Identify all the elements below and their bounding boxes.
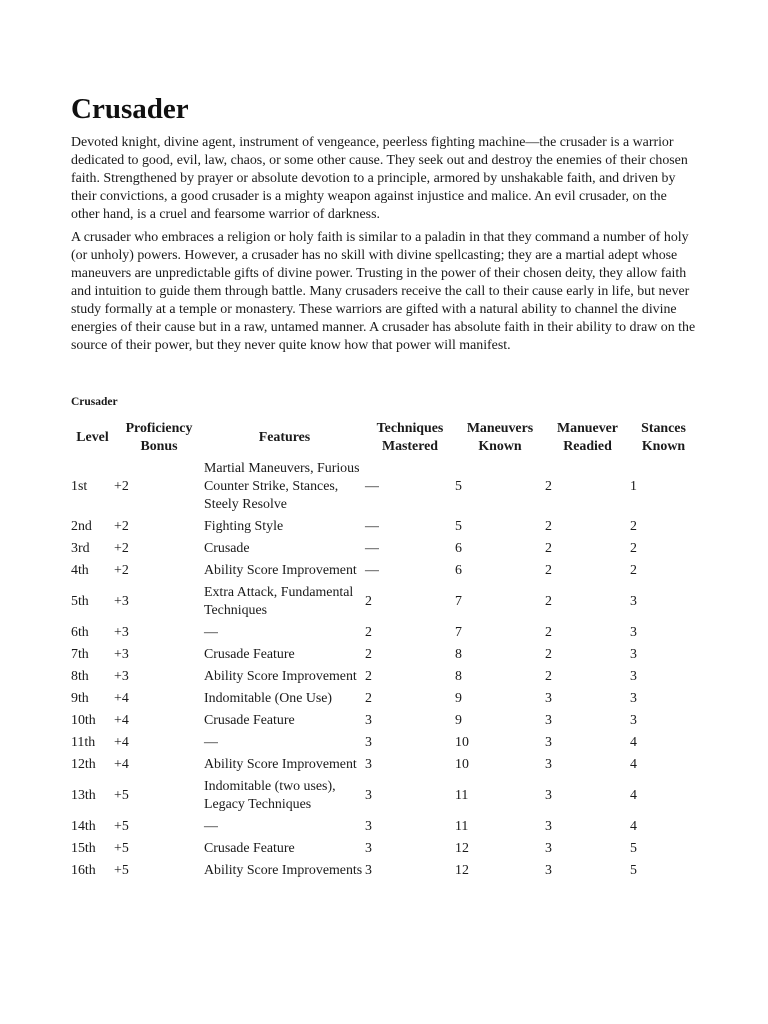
cell-proficiency-bonus: +4 (114, 691, 129, 706)
cell-features: Fighting Style (204, 519, 284, 534)
header-proficiency-bonus: Proficiency Bonus (125, 421, 193, 454)
cell-proficiency-bonus: +3 (114, 669, 129, 684)
cell-stances-known: 3 (630, 647, 637, 662)
cell-maneuvers-known: 7 (455, 625, 462, 640)
cell-techniques-mastered: 3 (365, 713, 372, 728)
cell-maneuver-readied: 2 (545, 625, 552, 640)
cell-maneuver-readied: 3 (545, 691, 552, 706)
cell-features: Crusade Feature (204, 647, 295, 662)
cell-techniques-mastered: 3 (365, 735, 372, 750)
cell-techniques-mastered: — (365, 541, 379, 556)
table-row (71, 538, 697, 560)
cell-proficiency-bonus: +2 (114, 541, 129, 556)
cell-maneuvers-known: 6 (455, 541, 462, 556)
table-row (71, 560, 697, 582)
cell-features: Ability Score Improvement (204, 669, 357, 684)
cell-techniques-mastered: 3 (365, 841, 372, 856)
cell-proficiency-bonus: +5 (114, 819, 129, 834)
cell-level: 13th (71, 788, 96, 803)
cell-maneuvers-known: 10 (455, 757, 469, 772)
cell-proficiency-bonus: +5 (114, 788, 129, 803)
cell-stances-known: 2 (630, 541, 637, 556)
cell-features: Ability Score Improvement (204, 563, 357, 578)
cell-level: 12th (71, 757, 96, 772)
cell-techniques-mastered: 3 (365, 863, 372, 878)
cell-maneuver-readied: 2 (545, 669, 552, 684)
cell-proficiency-bonus: +4 (114, 735, 129, 750)
cell-level: 2nd (71, 519, 92, 534)
cell-techniques-mastered: 2 (365, 669, 372, 684)
cell-stances-known: 3 (630, 625, 637, 640)
cell-maneuver-readied: 2 (545, 519, 552, 534)
cell-stances-known: 4 (630, 819, 637, 834)
cell-level: 6th (71, 625, 89, 640)
cell-maneuvers-known: 12 (455, 841, 469, 856)
table-row (71, 666, 697, 688)
cell-maneuver-readied: 3 (545, 863, 552, 878)
cell-maneuver-readied: 3 (545, 819, 552, 834)
crusader-progression-table (71, 418, 697, 882)
header-level: Level (76, 430, 109, 445)
cell-maneuvers-known: 7 (455, 594, 462, 609)
cell-proficiency-bonus: +3 (114, 647, 129, 662)
cell-techniques-mastered: — (365, 519, 379, 534)
cell-techniques-mastered: 2 (365, 647, 372, 662)
table-row (71, 688, 697, 710)
cell-level: 1st (71, 479, 88, 494)
cell-techniques-mastered: — (365, 563, 379, 578)
cell-maneuvers-known: 11 (455, 788, 469, 803)
cell-maneuver-readied: 3 (545, 841, 552, 856)
table-row (71, 838, 697, 860)
cell-maneuver-readied: 3 (545, 757, 552, 772)
cell-level: 5th (71, 594, 89, 609)
cell-maneuver-readied: 2 (545, 594, 552, 609)
cell-features: — (204, 625, 218, 640)
page-title: Crusader (71, 93, 189, 125)
cell-features: Indomitable (two uses), Legacy Techniques (204, 779, 336, 812)
cell-techniques-mastered: 3 (365, 757, 372, 772)
description-paragraph: A crusader who embraces a religion or holy faith is similar to a paladin in that they command a number of holy (or unholy) powers. However, a crusader has no skill with divine spellcasting; they are a martial adept whose maneuvers are unpredictable gifts of divine power. Trusting in the power of their chosen deity, they allow faith and intuition to guide them through battle. Many crusaders receive the call to their cause early in life, but never study formally at a temple or monastery. These warriors are gifted with a natural ability to channel the divine energies of their cause but in a raw, untamed manner. A crusader has absolute faith in their ability to draw on the source of their power, but they never quite know how that power will manifest. (71, 230, 696, 353)
cell-level: 4th (71, 563, 89, 578)
header-techniques-mastered: Techniques Mastered (376, 421, 444, 454)
cell-maneuver-readied: 3 (545, 713, 552, 728)
table-row (71, 732, 697, 754)
cell-techniques-mastered: 2 (365, 594, 372, 609)
cell-features: Crusade Feature (204, 841, 295, 856)
cell-stances-known: 1 (630, 479, 637, 494)
cell-techniques-mastered: 2 (365, 691, 372, 706)
cell-proficiency-bonus: +3 (114, 594, 129, 609)
cell-maneuvers-known: 12 (455, 863, 469, 878)
cell-stances-known: 3 (630, 691, 637, 706)
table-row (71, 776, 697, 816)
cell-level: 15th (71, 841, 96, 856)
table-row (71, 710, 697, 732)
cell-maneuvers-known: 9 (455, 713, 462, 728)
cell-proficiency-bonus: +5 (114, 841, 129, 856)
cell-stances-known: 5 (630, 841, 637, 856)
cell-features: — (204, 819, 218, 834)
header-maneuvers-known: Maneuvers Known (466, 421, 534, 454)
cell-features: Crusade (204, 541, 250, 556)
cell-level: 10th (71, 713, 96, 728)
cell-level: 8th (71, 669, 89, 684)
table-body (71, 458, 697, 882)
cell-features: Crusade Feature (204, 713, 295, 728)
cell-level: 16th (71, 863, 96, 878)
cell-maneuvers-known: 11 (455, 819, 469, 834)
cell-stances-known: 2 (630, 563, 637, 578)
cell-features: — (204, 735, 218, 750)
table-row (71, 458, 697, 516)
cell-stances-known: 2 (630, 519, 637, 534)
cell-maneuvers-known: 5 (455, 479, 462, 494)
cell-maneuver-readied: 2 (545, 563, 552, 578)
cell-proficiency-bonus: +2 (114, 519, 129, 534)
cell-stances-known: 3 (630, 669, 637, 684)
cell-proficiency-bonus: +3 (114, 625, 129, 640)
cell-features: Ability Score Improvement (204, 757, 357, 772)
cell-maneuvers-known: 6 (455, 563, 462, 578)
table-row (71, 622, 697, 644)
cell-maneuver-readied: 2 (545, 541, 552, 556)
table-row (71, 860, 697, 882)
cell-level: 11th (71, 735, 96, 750)
table-row (71, 754, 697, 776)
cell-features: Ability Score Improvements (204, 863, 363, 878)
cell-proficiency-bonus: +2 (114, 563, 129, 578)
cell-maneuver-readied: 3 (545, 735, 552, 750)
cell-features: Extra Attack, Fundamental Techniques (204, 585, 354, 618)
cell-maneuvers-known: 9 (455, 691, 462, 706)
cell-proficiency-bonus: +5 (114, 863, 129, 878)
cell-techniques-mastered: — (365, 479, 379, 494)
cell-techniques-mastered: 2 (365, 625, 372, 640)
cell-proficiency-bonus: +2 (114, 479, 129, 494)
cell-proficiency-bonus: +4 (114, 757, 129, 772)
cell-features: Martial Maneuvers, Furious Counter Strike, Stances, Steely Resolve (204, 461, 360, 512)
intro-paragraph: Devoted knight, divine agent, instrument of vengeance, peerless fighting machine—the crusader is a warrior dedicated to good, evil, law, chaos, or some other cause. They seek out and destroy the enemies of their chosen faith. Strengthened by prayer or absolute devotion to a principle, armored by unshakable faith, and driven by their convictions, a good crusader is a mighty weapon against injustice and malice. An evil crusader, on the other hand, is a cruel and fearsome warrior of darkness. (71, 135, 688, 222)
cell-techniques-mastered: 3 (365, 819, 372, 834)
cell-stances-known: 4 (630, 757, 637, 772)
table-caption: Crusader (71, 396, 118, 408)
cell-maneuvers-known: 8 (455, 647, 462, 662)
cell-proficiency-bonus: +4 (114, 713, 129, 728)
cell-stances-known: 3 (630, 594, 637, 609)
cell-stances-known: 4 (630, 735, 637, 750)
cell-stances-known: 4 (630, 788, 637, 803)
cell-maneuver-readied: 3 (545, 788, 552, 803)
cell-maneuvers-known: 10 (455, 735, 469, 750)
cell-level: 7th (71, 647, 89, 662)
cell-level: 3rd (71, 541, 90, 556)
table-row (71, 644, 697, 666)
table-header-row (71, 418, 697, 458)
cell-features: Indomitable (One Use) (204, 691, 333, 706)
cell-maneuver-readied: 2 (545, 479, 552, 494)
cell-maneuver-readied: 2 (545, 647, 552, 662)
cell-stances-known: 3 (630, 713, 637, 728)
cell-stances-known: 5 (630, 863, 637, 878)
cell-maneuvers-known: 5 (455, 519, 462, 534)
header-features: Features (258, 430, 311, 445)
cell-level: 9th (71, 691, 89, 706)
table-row (71, 516, 697, 538)
table-row (71, 816, 697, 838)
table-row (71, 582, 697, 622)
header-stances-known: Stances Known (641, 421, 686, 454)
header-maneuver-readied: Manuever Readied (557, 421, 618, 454)
cell-maneuvers-known: 8 (455, 669, 462, 684)
cell-level: 14th (71, 819, 96, 834)
cell-techniques-mastered: 3 (365, 788, 372, 803)
